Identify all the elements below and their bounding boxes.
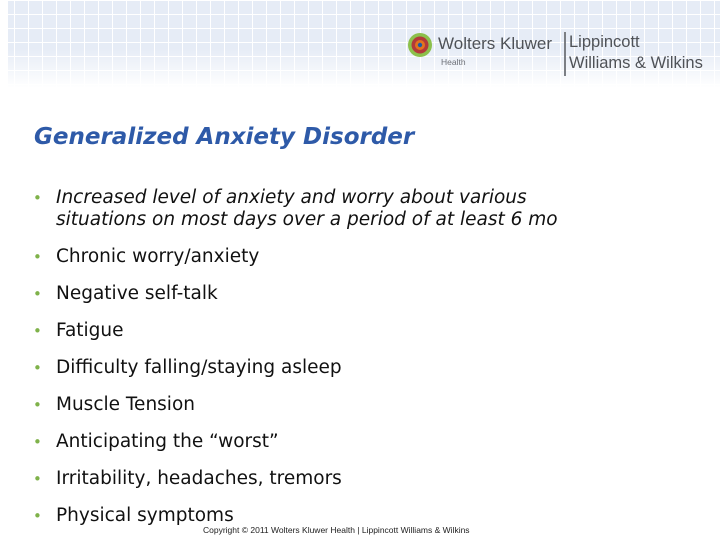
bullet-icon: •	[33, 470, 42, 488]
copyright-notice: Copyright © 2011 Wolters Kluwer Health | Lippincott Williams & Wilkins	[203, 525, 470, 535]
bullet-item	[32, 431, 712, 453]
brand-division: Health	[441, 57, 466, 67]
bullet-text-line-1: Increased level of anxiety and worry about various	[56, 187, 527, 208]
bullet-text: Negative self-talk	[56, 283, 218, 304]
bullet-item	[32, 320, 712, 342]
bullet-item	[32, 505, 712, 527]
bullet-item	[32, 283, 712, 305]
imprint-line-1: Lippincott	[569, 33, 640, 51]
bullet-icon: •	[33, 322, 42, 340]
bullet-icon: •	[33, 285, 42, 303]
logo-divider	[564, 32, 566, 76]
bullet-text: Difficulty falling/staying asleep	[56, 357, 342, 378]
imprint-name	[569, 32, 703, 74]
bullet-icon: •	[33, 359, 42, 377]
slide-title: Generalized Anxiety Disorder	[34, 124, 415, 150]
bullet-item	[32, 357, 712, 379]
bullet-text-line-2: situations on most days over a period of at least 6 mo	[56, 209, 558, 230]
bullet-icon: •	[33, 396, 42, 414]
bullet-item	[32, 246, 712, 268]
bullet-text: Fatigue	[56, 320, 124, 341]
bullet-icon: •	[33, 507, 42, 525]
bullet-item	[32, 187, 712, 231]
brand-name: Wolters Kluwer	[438, 34, 552, 53]
bullet-text: Anticipating the “worst”	[56, 431, 279, 452]
bullet-text: Irritability, headaches, tremors	[56, 468, 342, 489]
bullet-list	[32, 187, 712, 542]
bullet-icon: •	[33, 248, 42, 266]
publisher-logo	[407, 28, 717, 80]
bullet-icon: •	[33, 189, 42, 207]
imprint-line-2: Williams & Wilkins	[569, 54, 703, 72]
bullet-text: Physical symptoms	[56, 505, 234, 526]
bullet-text: Muscle Tension	[56, 394, 195, 415]
globe-logo-icon	[407, 32, 433, 58]
bullet-item	[32, 394, 712, 416]
bullet-icon: •	[33, 433, 42, 451]
bullet-text: Chronic worry/anxiety	[56, 246, 260, 267]
bullet-item	[32, 468, 712, 490]
